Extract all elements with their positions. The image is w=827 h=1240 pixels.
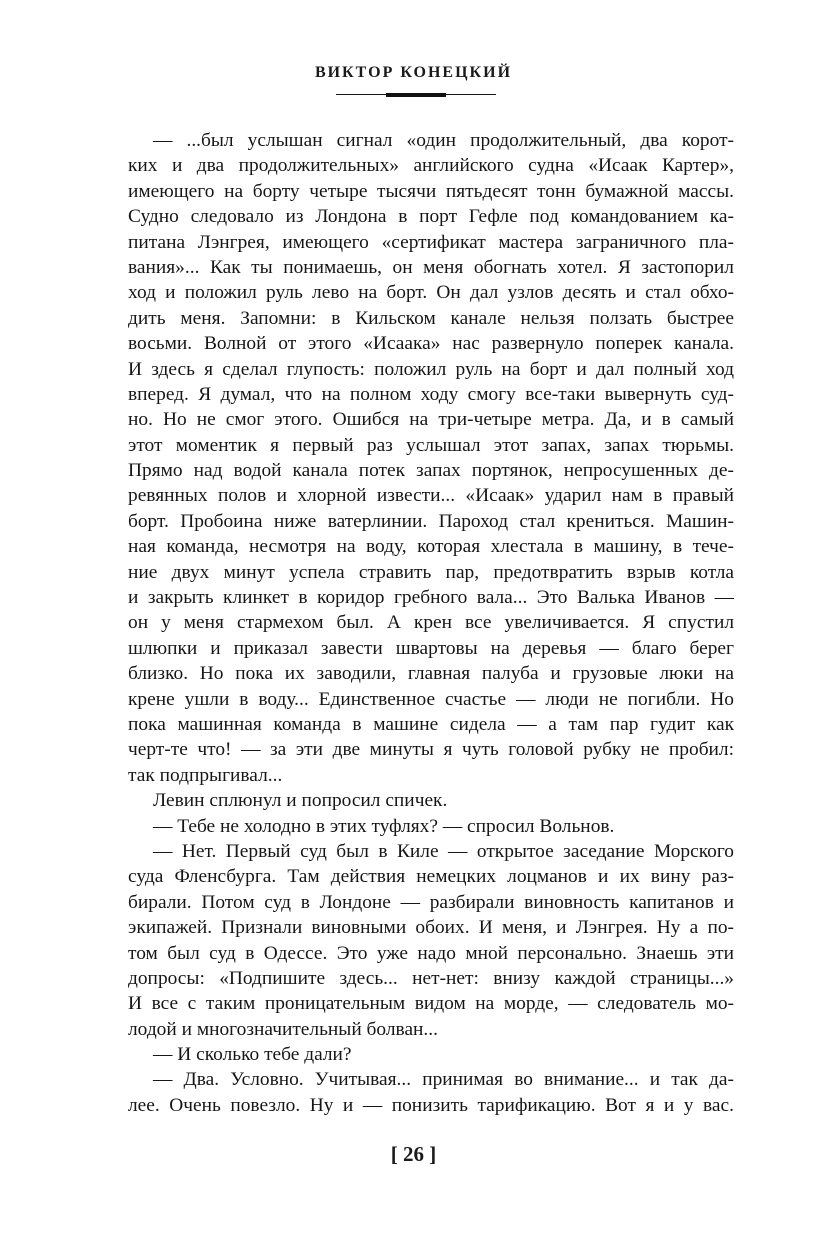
text-line: черт-те что! — за эти две минуты я чуть головой рубку не пробил: bbox=[128, 739, 734, 761]
text-line: суда Фленсбурга. Там действия немецких лоцманов и их вину раз- bbox=[128, 866, 734, 888]
text-line: восьми. Волной от этого «Исаака» нас развернуло поперек канала. bbox=[128, 333, 734, 355]
text-line: Судно следовало из Лондона в порт Гефле под командованием ка- bbox=[128, 206, 734, 228]
text-line: питана Лэнгрея, имеющего «сертификат мастера заграничного пла- bbox=[128, 231, 734, 253]
text-line: И здесь я сделал глупость: положил руль на борт и дал полный ход bbox=[128, 358, 734, 380]
text-line: бирали. Потом суд в Лондоне — разбирали виновность капитанов и bbox=[128, 891, 734, 913]
page-number: [ 26 ] bbox=[390, 1142, 437, 1166]
text-line: Прямо над водой канала потек запах портянок, непросушенных де- bbox=[128, 460, 734, 482]
text-line: ревянных полов и хлорной извести... «Исаак» ударил нам в правый bbox=[128, 485, 734, 507]
text-line: борт. Пробоина ниже ватерлинии. Пароход стал крениться. Машин- bbox=[128, 510, 734, 532]
text-line: лее. Очень повезло. Ну и — понизить тарификацию. Вот я и у вас. bbox=[128, 1094, 734, 1116]
text-line: экипажей. Признали виновными обоих. И меня, и Лэнгрея. Ну а по- bbox=[128, 917, 734, 939]
running-header-author: ВИКТОР КОНЕЦКИЙ bbox=[314, 64, 513, 81]
text-line: ких и два продолжительных» английского судна «Исаак Картер», bbox=[128, 155, 734, 177]
text-line: этот моментик я первый раз услышал этот запах, запах тюрьмы. bbox=[128, 434, 734, 456]
text-line: и закрыть клинкет в коридор гребного вала... Это Валька Иванов — bbox=[128, 587, 734, 609]
text-line: допросы: «Подпишите здесь... нет-нет: внизу каждой страницы...» bbox=[128, 967, 734, 989]
text-line: — Два. Условно. Учитывая... принимая во внимание... и так да- bbox=[153, 1069, 734, 1091]
text-line: ная команда, несмотря на воду, которая хлестала в машину, в тече- bbox=[128, 536, 734, 558]
text-line: — Тебе не холодно в этих туфлях? — спросил Вольнов. bbox=[153, 815, 615, 837]
text-line: но. Но не смог этого. Ошибся на три-четыре метра. Да, и в самый bbox=[128, 409, 734, 431]
text-line: пока машинная команда в машине сидела — а там пар гудит как bbox=[128, 713, 734, 735]
text-line: — ...был услышан сигнал «один продолжительный, два корот- bbox=[153, 130, 734, 151]
text-line: И все с таким проницательным видом на морде, — следователь мо- bbox=[128, 993, 734, 1015]
text-line: лодой и многозначительный болван... bbox=[128, 1018, 438, 1040]
text-line: том был суд в Одессе. Это уже надо мной персонально. Знаешь эти bbox=[128, 942, 734, 964]
text-line: близко. Но пока их заводили, главная палуба и грузовые люки на bbox=[128, 663, 734, 685]
text-line: ход и положил руль лево на борт. Он дал узлов десять и стал обхо- bbox=[128, 282, 734, 304]
main-text bbox=[128, 128, 734, 1118]
text-line: вания»... Как ты понимаешь, он меня обогнать хотел. Я застопорил bbox=[128, 256, 734, 278]
text-line: дить меня. Запомни: в Кильском канале нельзя ползать быстрее bbox=[128, 307, 734, 329]
text-line: имеющего на борту четыре тысячи пятьдесят тонн бумажной массы. bbox=[128, 180, 734, 202]
text-line: вперед. Я думал, что на полном ходу смогу все-таки вывернуть суд- bbox=[128, 383, 734, 405]
text-line: крене ушли в воду... Единственное счастье — люди не погибли. Но bbox=[128, 688, 734, 710]
text-line: так подпрыгивал... bbox=[128, 764, 283, 786]
text-line: Левин сплюнул и попросил спичек. bbox=[153, 790, 448, 812]
header-rule-accent bbox=[386, 93, 446, 97]
text-line: — И сколько тебе дали? bbox=[153, 1044, 352, 1066]
text-line: он у меня стармехом был. А крен все увеличивается. Я спустил bbox=[128, 612, 734, 634]
text-line: ние двух минут успела стравить пар, предотвратить взрыв котла bbox=[128, 561, 734, 583]
text-line: — Нет. Первый суд был в Киле — открытое заседание Морского bbox=[153, 840, 734, 862]
text-line: шлюпки и приказал завести швартовы на деревья — благо берег bbox=[128, 637, 734, 659]
